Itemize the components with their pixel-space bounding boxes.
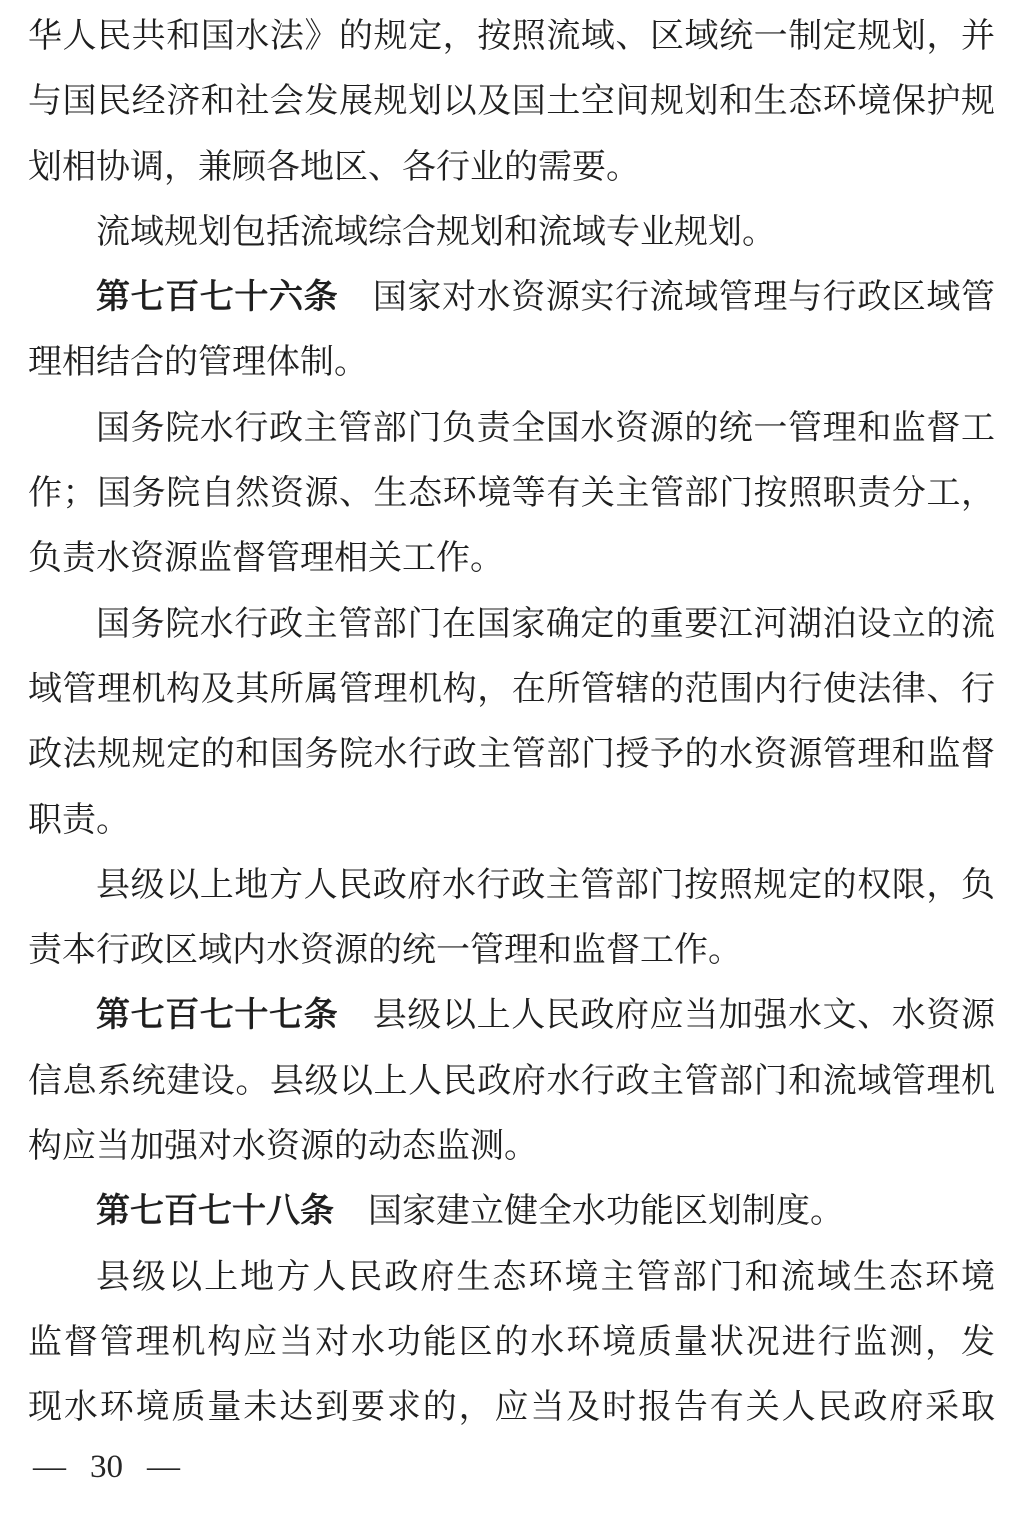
footer-dash-right: — (147, 1449, 180, 1485)
page-number: 30 (90, 1449, 123, 1485)
text-line: 域管理机构及其所属管理机构，在所管辖的范围内行使法律、行 (28, 670, 995, 708)
text-line: 责本行政区域内水资源的统一管理和监督工作。 (28, 932, 742, 970)
text-line: 负责水资源监督管理相关工作。 (28, 540, 504, 578)
text-line: 现水环境质量未达到要求的，应当及时报告有关人民政府采取 (28, 1389, 995, 1427)
article-text: 县级以上人民政府应当加强水文、水资源 (338, 997, 996, 1035)
text-line: 华人民共和国水法》的规定，按照流域、区域统一制定规划，并 (28, 18, 995, 55)
text-line: 县级以上地方人民政府生态环境主管部门和流域生态环境 (96, 1258, 995, 1296)
page-footer (33, 1449, 180, 1486)
text-line: 国务院水行政主管部门在国家确定的重要江河湖泊设立的流 (96, 605, 995, 643)
text-line: 政法规规定的和国务院水行政主管部门授予的水资源管理和监督 (28, 736, 995, 774)
text-line: 监督管理机构应当对水功能区的水环境质量状况进行监测，发 (28, 1323, 995, 1361)
article-number: 第七百七十六条 (96, 278, 339, 317)
text-line: 构应当加强对水资源的动态监测。 (28, 1128, 538, 1166)
article-number: 第七百七十八条 (96, 1192, 334, 1231)
text-line: 与国民经济和社会发展规划以及国土空间规划和生态环境保护规 (28, 83, 995, 121)
text-line: 县级以上地方人民政府水行政主管部门按照规定的权限，负 (96, 866, 995, 904)
body-text (28, 4, 995, 1441)
text-line-article-776 (28, 265, 995, 330)
text-line: 国务院水行政主管部门负责全国水资源的统一管理和监督工 (96, 409, 995, 447)
text-line: 流域规划包括流域综合规划和流域专业规划。 (96, 213, 776, 251)
text-line: 理相结合的管理体制。 (28, 344, 368, 382)
text-line: 划相协调，兼顾各地区、各行业的需要。 (28, 148, 640, 186)
article-text: 国家建立健全水功能区划制度。 (334, 1193, 844, 1231)
text-line: 信息系统建设。县级以上人民政府水行政主管部门和流域管理机 (28, 1062, 995, 1100)
text-line-article-778 (28, 1179, 995, 1244)
text-line-article-777 (28, 983, 995, 1048)
article-text: 国家对水资源实行流域管理与行政区域管 (338, 279, 996, 317)
footer-dash-left: — (33, 1449, 66, 1485)
text-line: 职责。 (28, 801, 130, 839)
text-line: 作；国务院自然资源、生态环境等有关主管部门按照职责分工， (28, 475, 995, 513)
article-number: 第七百七十七条 (96, 996, 339, 1035)
